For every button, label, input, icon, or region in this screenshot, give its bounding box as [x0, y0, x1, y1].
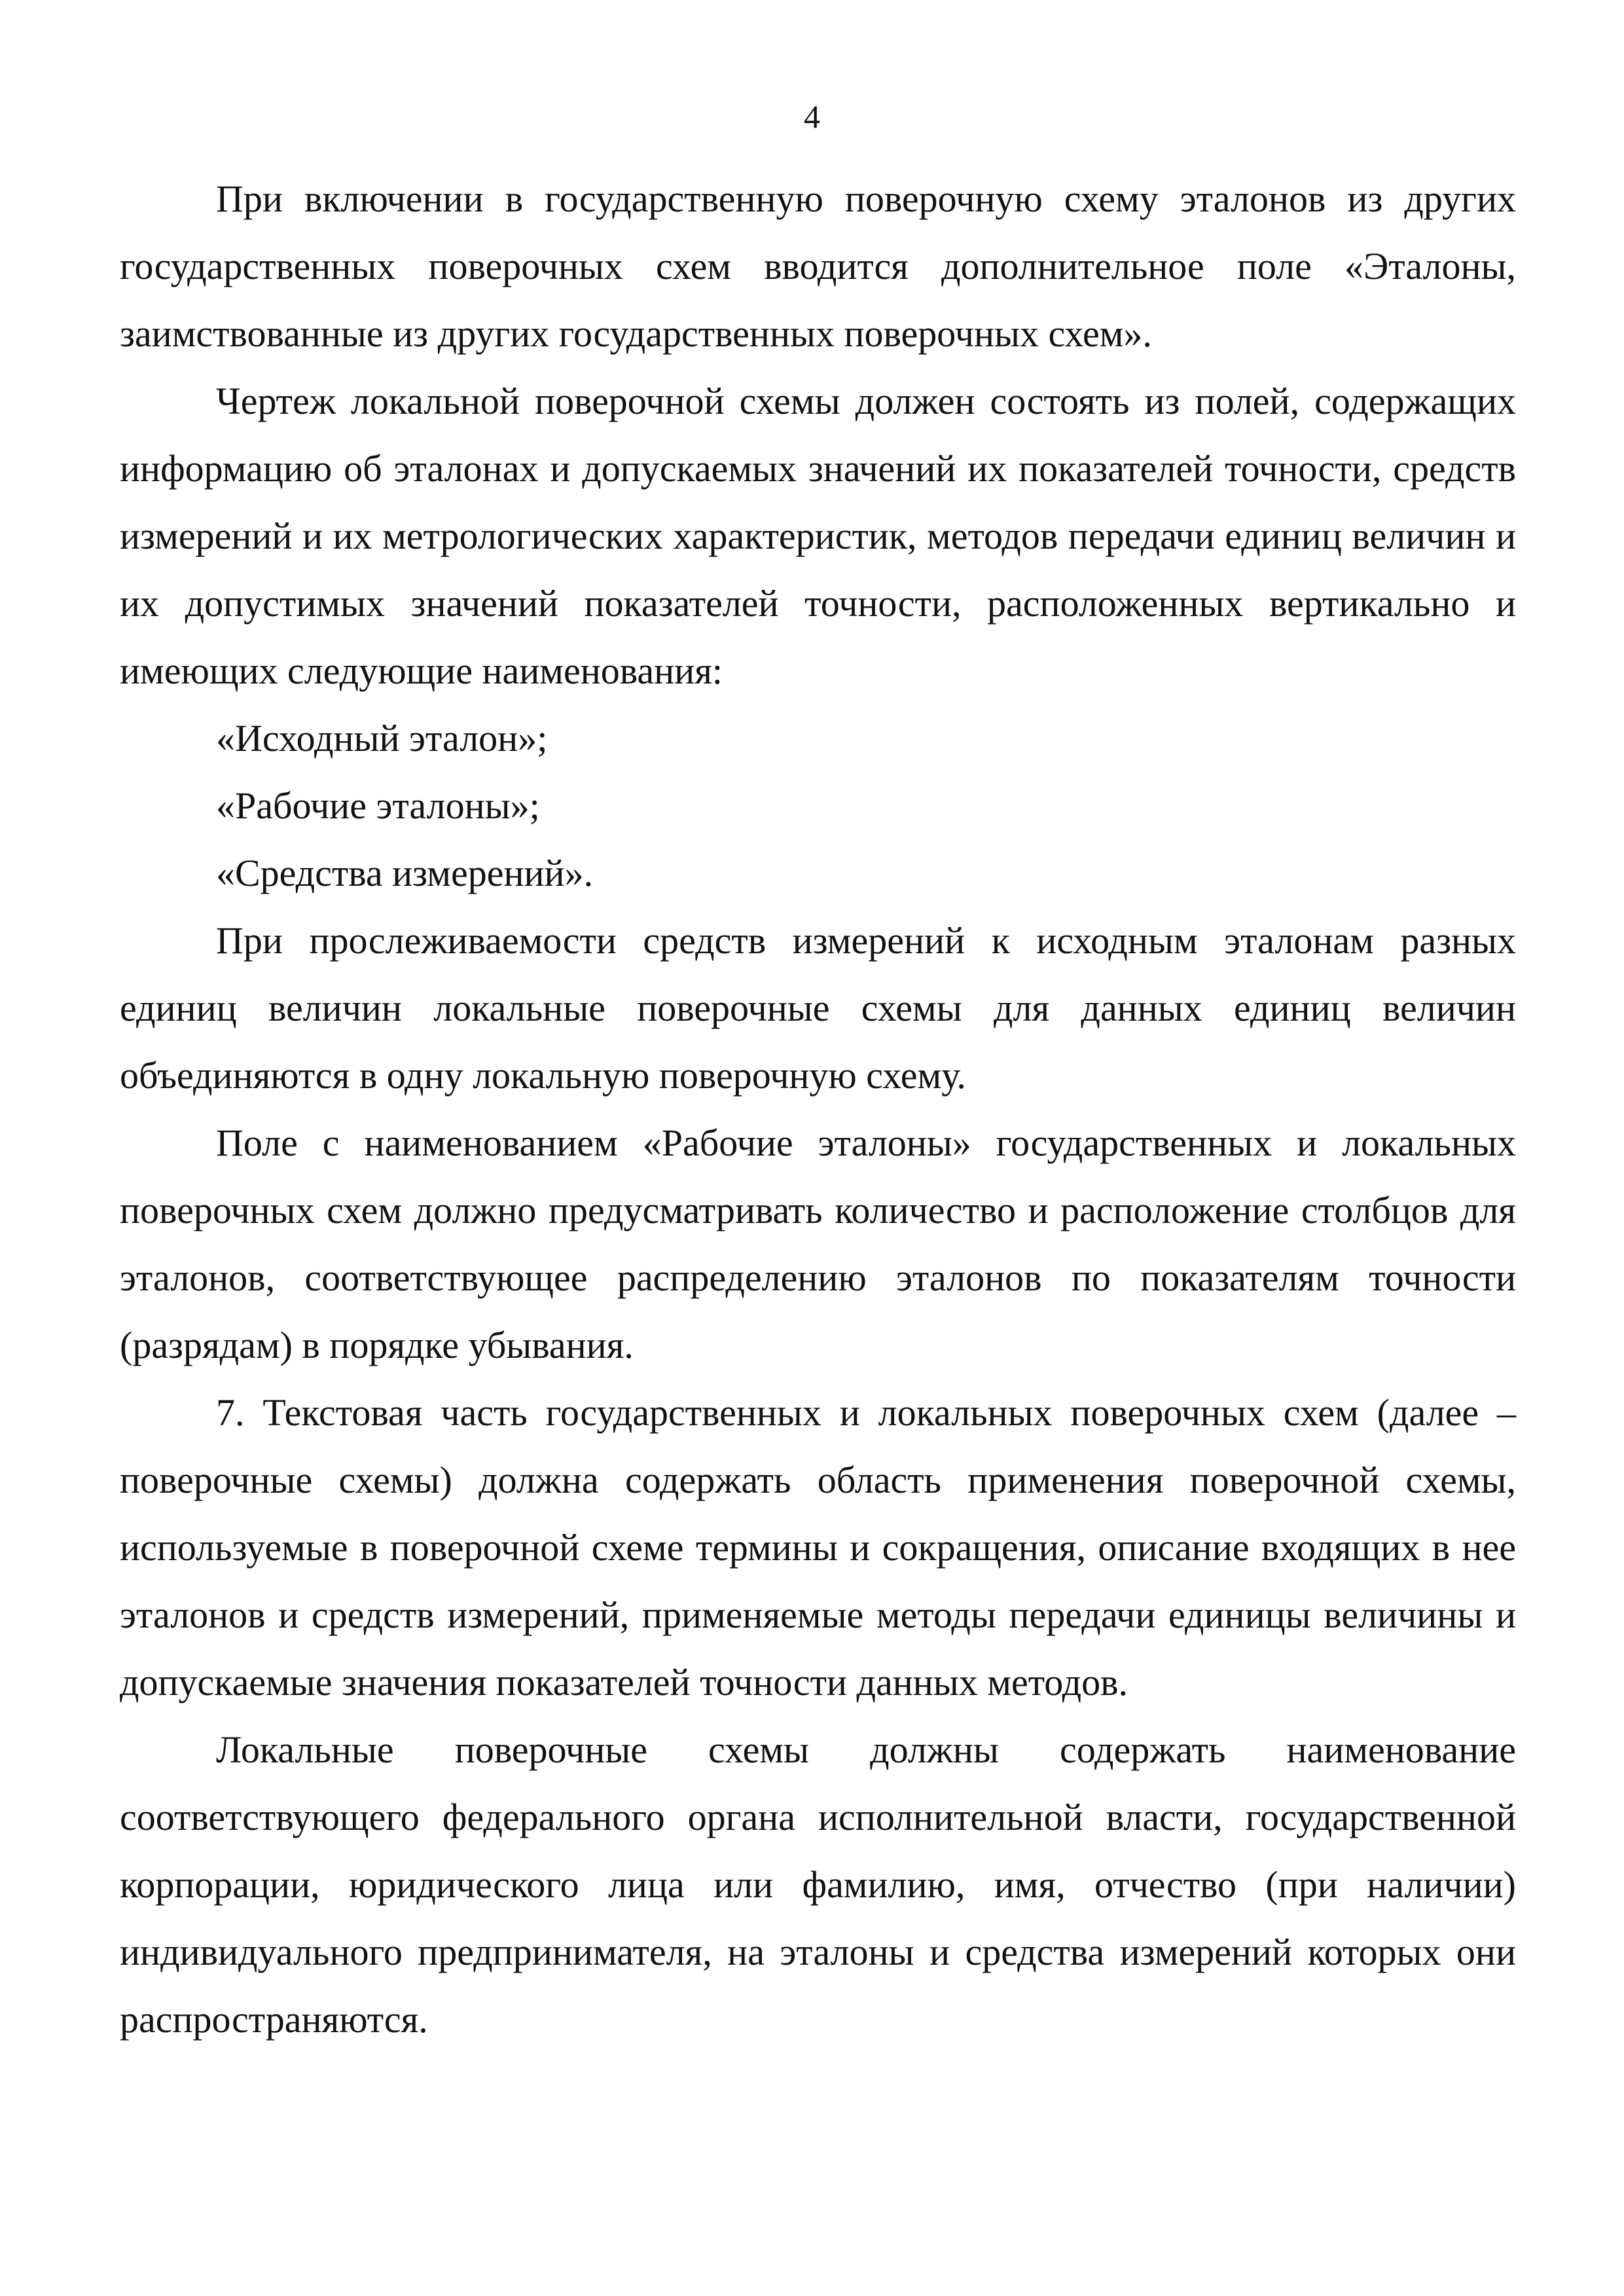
paragraph-section-7-text-part: 7. Текстовая часть государственных и локальных поверочных схем (далее – поверочные схемы) должна содержать область применения поверочной схемы, используемые в поверочной схеме термины и сокращения, описание входящих в нее эталонов и средств измерений, применяемые методы передачи единицы величины и допускаемые значения показателей точности данных методов. [120, 1391, 1516, 1704]
document-body [120, 165, 1516, 2053]
field-name-primary-standard: «Исходный эталон»; [216, 717, 548, 759]
paragraph-local-scheme-drawing: Чертеж локальной поверочной схемы должен состоять из полей, содержащих информацию об эталонах и допускаемых значений их показателей точности, средств измерений и их метрологических характеристик, методов передачи единиц величин и их допустимых значений показателей точности, расположенных вертикально и имеющих следующие наименования: [120, 380, 1516, 692]
paragraph-local-schemes-content: Локальные поверочные схемы должны содержать наименование соответствующего федерального органа исполнительной власти, государственной корпорации, юридического лица или фамилию, имя, отчество (при наличии) индивидуального предпринимателя, на эталоны и средства измерений которых они распространяются. [120, 1728, 1516, 2041]
field-name-working-standards: «Рабочие эталоны»; [216, 784, 540, 827]
paragraph-traceability: При прослеживаемости средств измерений к исходным эталонам разных единиц величин локальные поверочные схемы для данных единиц величин объединяются в одну локальную поверочную схему. [120, 919, 1516, 1097]
page-number: 4 [804, 98, 820, 135]
field-name-measuring-instruments: «Средства измерений». [216, 852, 594, 894]
paragraph-working-standards-field: Поле с наименованием «Рабочие эталоны» государственных и локальных поверочных схем должно предусматривать количество и расположение столбцов для эталонов, соответствующее распределению эталонов по показателям точности (разрядам) в порядке убывания. [120, 1121, 1516, 1366]
paragraph-standards-from-other-schemes: При включении в государственную поверочную схему эталонов из других государственных поверочных схем вводится дополнительное поле «Эталоны, заимствованные из других государственных поверочных схем». [120, 177, 1516, 355]
